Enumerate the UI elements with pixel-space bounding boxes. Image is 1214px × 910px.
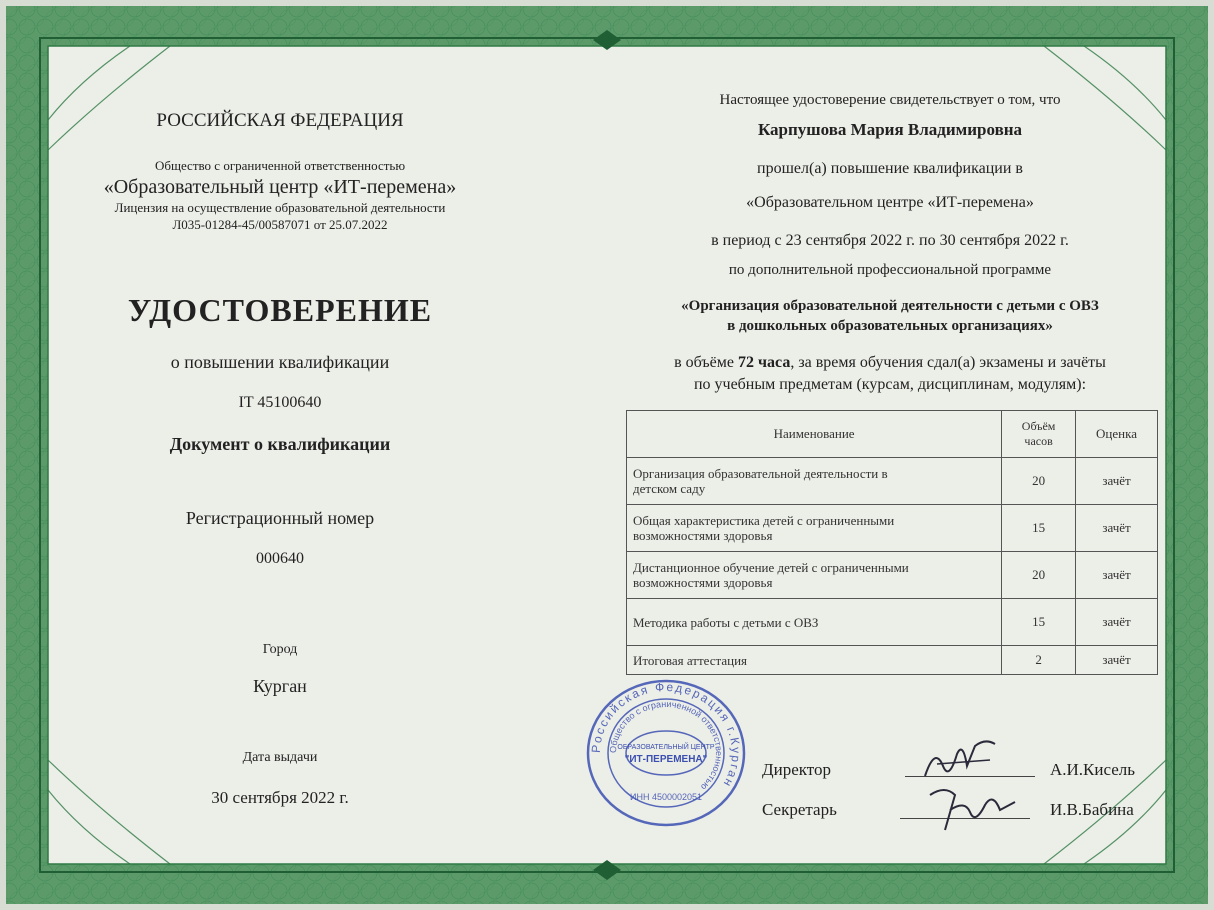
secretary-label: Секретарь (762, 800, 837, 819)
subject-grade: зачёт (1076, 599, 1158, 646)
program-title-line-1: «Организация образовательной деятельности с детьми с ОВЗ (681, 298, 1099, 314)
secretary-name: И.В.Бабина (1050, 800, 1134, 819)
stamp-outer-text: Российская Федерация г.Курган (588, 679, 744, 791)
city-label: Город (262, 642, 298, 657)
program-title-line-2: в дошкольных образовательных организациях» (727, 318, 1053, 334)
document-kind: Документ о квалификации (169, 434, 391, 454)
issue-date: 30 сентября 2022 г. (211, 788, 349, 807)
passed-text: прошел(а) повышение квалификации в (757, 160, 1023, 177)
stamp-center-small: ОБРАЗОВАТЕЛЬНЫЙ ЦЕНТР (617, 744, 715, 751)
stamp-inn: ИНН 4500002051 (629, 792, 703, 802)
subject-name: Общая характеристика детей с ограниченными возможностями здоровья (627, 505, 1002, 552)
subject-hours: 2 (1002, 646, 1076, 675)
serial-number: IT 45100640 (238, 394, 322, 411)
license-line-1: Лицензия на осуществление образовательной деятельности (114, 200, 446, 215)
issue-date-label: Дата выдачи (242, 750, 318, 765)
subject-grade: зачёт (1076, 646, 1158, 675)
table-row (627, 646, 1158, 675)
table-row (627, 505, 1158, 552)
stamp-ring-text: Общество с ограниченной ответственностью (607, 698, 725, 793)
table-header-row (627, 411, 1158, 458)
official-stamp (584, 678, 748, 828)
org-type: Общество с ограниченной ответственностью (154, 158, 406, 173)
subject-hours: 20 (1002, 552, 1076, 599)
volume-hours: 72 часа (738, 354, 791, 371)
subject-hours: 15 (1002, 505, 1076, 552)
subject-name: Дистанционное обучение детей с ограниченными возможностями здоровья (627, 552, 1002, 599)
subject-grade: зачёт (1076, 458, 1158, 505)
subject-grade: зачёт (1076, 505, 1158, 552)
table-row (627, 599, 1158, 646)
document-title: УДОСТОВЕРЕНИЕ (127, 292, 433, 328)
document-subtitle: о повышении квалификации (170, 352, 390, 372)
header-name: Наименование (627, 411, 1002, 458)
director-label: Директор (762, 760, 831, 779)
volume-post: , за время обучения сдал(а) экзамены и зачёты (790, 354, 1106, 371)
study-period: в период с 23 сентября 2022 г. по 30 сентября 2022 г. (711, 232, 1069, 249)
intro-text: Настоящее удостоверение свидетельствует о том, что (719, 92, 1061, 108)
center-name: «Образовательном центре «ИТ-перемена» (746, 194, 1034, 211)
subject-hours: 20 (1002, 458, 1076, 505)
registration-number: 000640 (256, 550, 304, 567)
stamp-center-big: "ИТ-ПЕРЕМЕНА" (624, 754, 708, 765)
volume-text (600, 354, 1180, 372)
director-name: А.И.Кисель (1050, 760, 1136, 779)
subjects-line: по учебным предметам (курсам, дисциплинам, модулям): (693, 376, 1087, 393)
subject-name: Методика работы с детьми с ОВЗ (627, 599, 1002, 646)
volume-pre: в объёме (674, 354, 738, 371)
person-name: Карпушова Мария Владимировна (757, 120, 1023, 139)
header-grade: Оценка (1076, 411, 1158, 458)
country-heading: РОССИЙСКАЯ ФЕДЕРАЦИЯ (156, 110, 404, 131)
subject-name: Итоговая аттестация (627, 646, 1002, 675)
org-name: «Образовательный центр «ИТ-перемена» (103, 176, 457, 198)
city-name: Курган (253, 676, 307, 696)
subject-name: Организация образовательной деятельности в детском саду (627, 458, 1002, 505)
subject-grade: зачёт (1076, 552, 1158, 599)
table-row (627, 552, 1158, 599)
registration-label: Регистрационный номер (185, 508, 375, 528)
director-signature (915, 736, 1005, 786)
license-line-2: Л035-01284-45/00587071 от 25.07.2022 (172, 217, 388, 232)
header-hours: Объём часов (1002, 411, 1076, 458)
subjects-table (626, 410, 1158, 675)
subject-hours: 15 (1002, 599, 1076, 646)
secretary-signature (915, 780, 1025, 840)
table-row (627, 458, 1158, 505)
program-intro: по дополнительной профессиональной программе (728, 262, 1052, 278)
